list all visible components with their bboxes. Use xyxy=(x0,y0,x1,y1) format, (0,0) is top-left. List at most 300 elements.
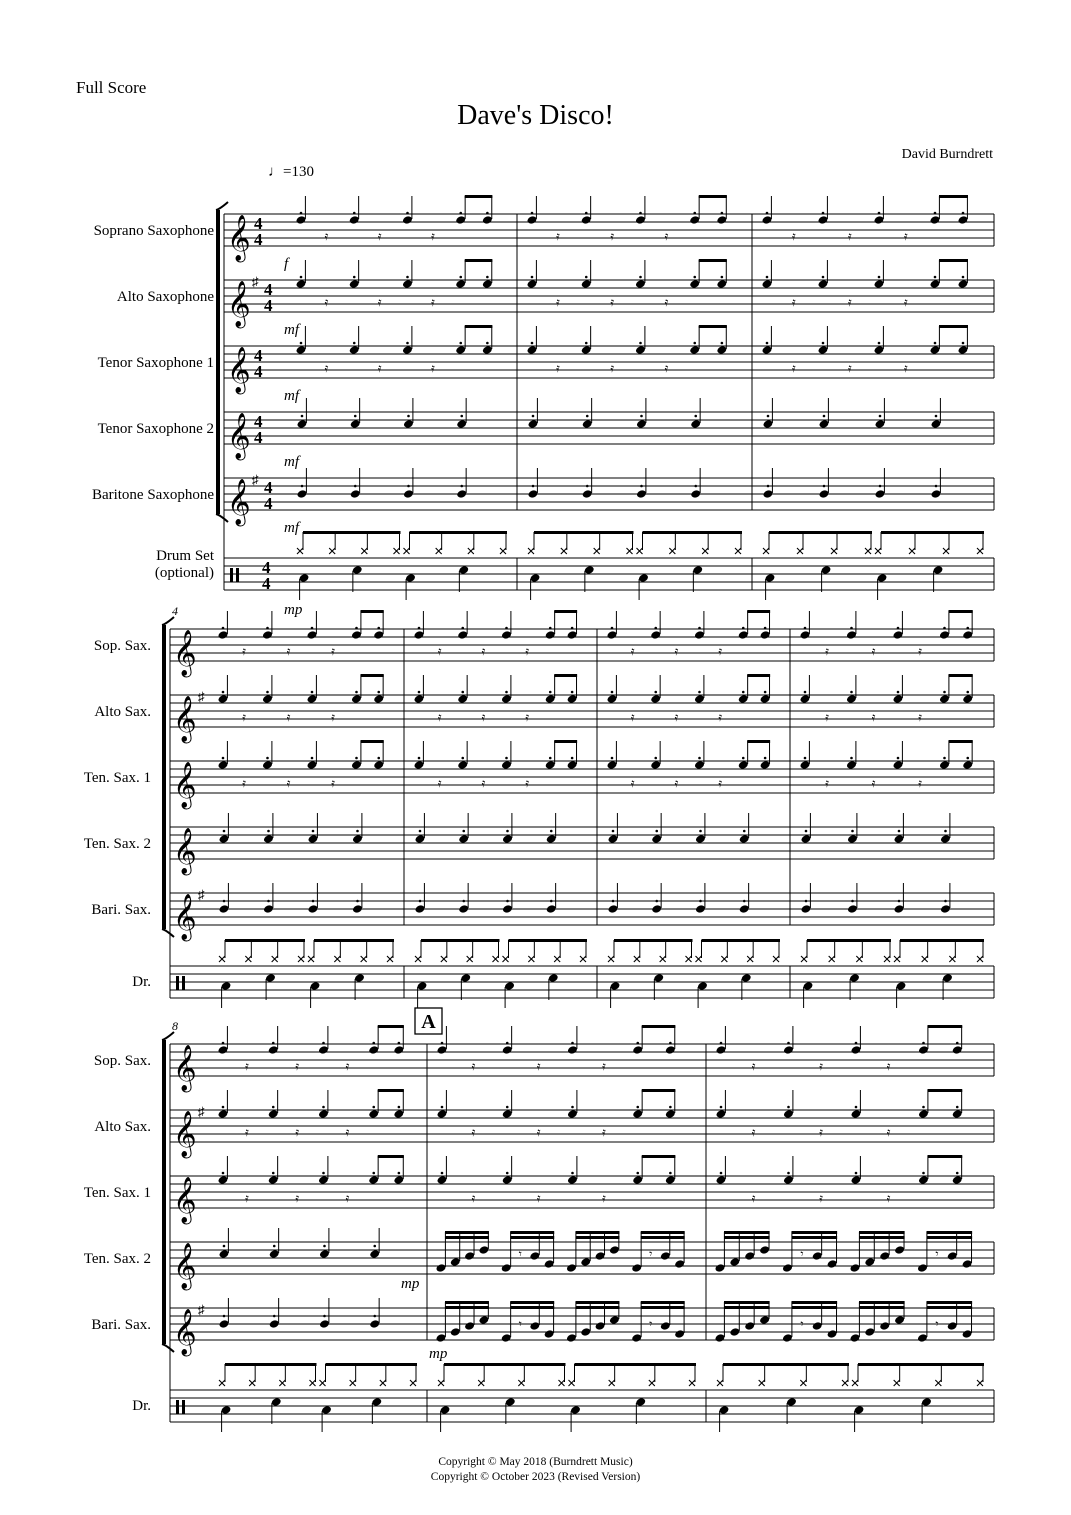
sixteenth-rest-icon: 𝄿 xyxy=(718,644,723,658)
eighth-note xyxy=(218,1045,229,1055)
eighth-note xyxy=(962,694,973,704)
note-head xyxy=(801,904,812,914)
staccato-dot xyxy=(879,415,882,418)
staccato-dot xyxy=(851,900,854,903)
staccato-dot xyxy=(897,627,900,630)
quarter-note xyxy=(801,834,812,844)
note-head xyxy=(636,489,647,499)
hihat-x-note xyxy=(852,1380,858,1386)
hihat-x-note xyxy=(649,1380,655,1386)
hihat-x-note xyxy=(797,548,803,554)
beam xyxy=(939,195,968,198)
staff-2 xyxy=(170,695,994,727)
note-head xyxy=(545,760,556,770)
sixteenth-note xyxy=(812,1251,823,1261)
note-head xyxy=(567,694,578,704)
sixteenth-rest-icon: 𝄿 xyxy=(848,229,852,243)
sixteenth-note xyxy=(864,1327,875,1337)
sixteenth-note xyxy=(744,1321,755,1331)
eighth-note xyxy=(368,1045,379,1055)
eighth-note xyxy=(581,215,592,225)
note-head xyxy=(894,904,905,914)
eighth-note xyxy=(760,760,771,770)
beam xyxy=(614,939,693,942)
note-head xyxy=(694,694,705,704)
note-head xyxy=(584,565,595,575)
sixteenth-note xyxy=(812,1321,823,1331)
note-head xyxy=(875,419,886,429)
sixteenth-rest-icon: 𝄿 xyxy=(848,361,852,375)
staccato-dot xyxy=(698,757,701,760)
note-head xyxy=(818,215,829,225)
staccato-dot xyxy=(878,212,881,215)
beam xyxy=(510,1231,554,1234)
staccato-dot xyxy=(742,757,745,760)
note-head xyxy=(674,1329,685,1339)
time-signature-top: 4 xyxy=(254,412,263,431)
time-signature-top: 4 xyxy=(254,346,263,365)
staccato-dot xyxy=(878,342,881,345)
staccato-dot xyxy=(698,691,701,694)
staccato-dot xyxy=(355,757,358,760)
eighth-note xyxy=(846,760,857,770)
staccato-dot xyxy=(312,830,315,833)
staccato-dot xyxy=(323,1315,326,1318)
eighth-note xyxy=(918,1045,929,1055)
note-head xyxy=(527,215,538,225)
staccato-dot xyxy=(764,757,767,760)
staccato-dot xyxy=(571,1042,574,1045)
note-head xyxy=(716,1109,727,1119)
quarter-note xyxy=(931,489,942,499)
note-head xyxy=(715,1333,726,1343)
note-head xyxy=(310,981,321,991)
beam xyxy=(361,740,384,743)
note-head xyxy=(760,760,771,770)
note-head xyxy=(502,1045,513,1055)
beam xyxy=(575,1363,697,1366)
staccato-dot xyxy=(720,1106,723,1109)
note-head xyxy=(450,1327,461,1337)
hihat-x-note xyxy=(856,956,862,962)
note-head xyxy=(933,565,944,575)
note-head xyxy=(393,1045,404,1055)
staccato-dot xyxy=(222,627,225,630)
key-signature-sharp: ♯ xyxy=(252,472,259,487)
eighth-note xyxy=(455,345,466,355)
beam xyxy=(939,325,968,328)
note-head xyxy=(763,419,774,429)
eighth-note xyxy=(607,694,618,704)
instrument-label: Ten. Sax. 2 xyxy=(83,1251,151,1267)
staccato-dot xyxy=(669,1172,672,1175)
quarter-note xyxy=(582,419,593,429)
note-head xyxy=(818,279,829,289)
sixteenth-note xyxy=(464,1321,475,1331)
staccato-dot xyxy=(272,1042,275,1045)
note-head xyxy=(738,760,749,770)
sixteenth-rest-icon: 𝄿 xyxy=(331,776,335,790)
note-head xyxy=(545,630,556,640)
staccato-dot xyxy=(223,830,226,833)
dynamic-marking: mp xyxy=(429,1346,448,1362)
treble-clef-icon: 𝄞 xyxy=(227,479,251,524)
note-head xyxy=(653,973,664,983)
eighth-note xyxy=(665,1045,676,1055)
note-head xyxy=(504,981,515,991)
staccato-dot xyxy=(956,1172,959,1175)
staccato-dot xyxy=(571,691,574,694)
eighth-note xyxy=(502,1045,513,1055)
sixteenth-note xyxy=(631,1333,642,1343)
note-head xyxy=(501,694,512,704)
note-head xyxy=(219,1319,230,1329)
staccato-dot xyxy=(654,627,657,630)
instrument-label: Alto Sax. xyxy=(94,704,151,720)
note-head xyxy=(607,694,618,704)
eighth-note xyxy=(851,1175,862,1185)
snare-note xyxy=(653,973,664,983)
note-head xyxy=(403,489,414,499)
note-head xyxy=(218,630,229,640)
note-head xyxy=(958,215,969,225)
note-head xyxy=(854,1405,865,1415)
note-head xyxy=(952,1175,963,1185)
sixteenth-rest-icon: 𝄿 xyxy=(751,1059,756,1073)
beam xyxy=(445,1301,489,1304)
hihat-x-note xyxy=(609,1380,615,1386)
sixteenth-rest-icon: 𝄿 xyxy=(481,776,486,790)
staccato-dot xyxy=(267,830,270,833)
note-head xyxy=(715,1263,726,1273)
note-head xyxy=(940,904,951,914)
treble-clef-icon: 𝄞 xyxy=(173,696,197,741)
staccato-dot xyxy=(922,1106,925,1109)
quarter-note xyxy=(319,1319,330,1329)
note-head xyxy=(782,1333,793,1343)
time-signature-top: 4 xyxy=(254,214,263,233)
staccato-dot xyxy=(355,691,358,694)
eighth-note xyxy=(930,345,941,355)
note-head xyxy=(635,215,646,225)
note-head xyxy=(415,904,426,914)
note-head xyxy=(638,573,649,583)
quarter-note xyxy=(263,904,274,914)
note-head xyxy=(482,215,493,225)
sixteenth-note xyxy=(529,1251,540,1261)
note-head xyxy=(218,1109,229,1119)
eighth-note xyxy=(716,279,727,289)
system-bracket xyxy=(162,625,166,929)
note-head xyxy=(690,419,701,429)
staccato-dot xyxy=(273,1245,276,1248)
hihat-x-note xyxy=(518,1380,524,1386)
beam xyxy=(747,740,770,743)
note-head xyxy=(582,489,593,499)
eighth-note xyxy=(851,1045,862,1055)
quarter-note xyxy=(695,904,706,914)
staccato-dot xyxy=(822,212,825,215)
hihat-x-note xyxy=(297,548,303,554)
sixteenth-rest-icon: 𝄿 xyxy=(295,1125,300,1139)
instrument-label: Dr. xyxy=(132,1398,151,1414)
staccato-dot xyxy=(300,212,303,215)
staccato-dot xyxy=(787,1172,790,1175)
bass-drum-note xyxy=(221,981,232,991)
sixteenth-rest-icon: 𝄿 xyxy=(674,776,679,790)
note-head xyxy=(595,1321,606,1331)
note-head xyxy=(689,279,700,289)
staccato-dot xyxy=(505,757,508,760)
beam xyxy=(643,531,743,534)
note-head xyxy=(436,1333,447,1343)
staccato-dot xyxy=(571,757,574,760)
percussion-clef-icon xyxy=(182,1400,185,1414)
note-head xyxy=(819,489,830,499)
instrument-label: Drum Set xyxy=(156,548,214,564)
note-head xyxy=(265,973,276,983)
staccato-dot xyxy=(612,830,615,833)
hihat-x-note xyxy=(438,1380,444,1386)
sixteenth-note xyxy=(917,1333,928,1343)
note-head xyxy=(437,1109,448,1119)
instrument-label: Baritone Saxophone xyxy=(91,487,214,503)
sixteenth-note xyxy=(850,1333,861,1343)
note-head xyxy=(321,1405,332,1415)
beam xyxy=(326,1363,418,1366)
staccato-dot xyxy=(879,485,882,488)
beam xyxy=(881,531,984,534)
note-head xyxy=(455,345,466,355)
eighth-note xyxy=(502,1175,513,1185)
hihat-x-note xyxy=(721,956,727,962)
hihat-x-note xyxy=(831,548,837,554)
staccato-dot xyxy=(585,276,588,279)
note-head xyxy=(631,1333,642,1343)
note-head xyxy=(931,489,942,499)
staccato-dot xyxy=(505,627,508,630)
note-head xyxy=(269,1249,280,1259)
eighth-note xyxy=(262,694,273,704)
staccato-dot xyxy=(693,342,696,345)
staccato-dot xyxy=(486,276,489,279)
eighth-note xyxy=(874,215,885,225)
time-signature-bottom: 4 xyxy=(254,362,263,381)
eighth-note xyxy=(783,1175,794,1185)
bass-drum-note xyxy=(719,1405,730,1415)
note-head xyxy=(918,1109,929,1119)
note-head xyxy=(482,279,493,289)
eighth-note xyxy=(952,1109,963,1119)
sixteenth-note xyxy=(782,1263,793,1273)
staccato-dot xyxy=(721,212,724,215)
eighth-note xyxy=(800,760,811,770)
eighth-note xyxy=(962,630,973,640)
note-head xyxy=(319,1319,330,1329)
note-head xyxy=(783,1175,794,1185)
note-head xyxy=(939,630,950,640)
staccato-dot xyxy=(571,627,574,630)
staccato-dot xyxy=(372,1106,375,1109)
beam xyxy=(576,1231,620,1234)
sixteenth-rest-icon: 𝄿 xyxy=(664,295,669,309)
staccato-dot xyxy=(322,1042,325,1045)
system-bracket xyxy=(162,1040,166,1344)
dynamic-marking: mf xyxy=(284,520,299,536)
staccato-dot xyxy=(944,900,947,903)
staccato-dot xyxy=(639,342,642,345)
time-signature-top: 4 xyxy=(262,558,271,577)
beam xyxy=(445,1236,489,1239)
beam xyxy=(465,325,493,328)
eighth-note xyxy=(373,694,384,704)
beam xyxy=(361,610,384,613)
note-head xyxy=(502,834,513,844)
note-head xyxy=(566,1333,577,1343)
sixteenth-note xyxy=(580,1327,591,1337)
eighth-note xyxy=(632,1109,643,1119)
eighth-note xyxy=(893,630,904,640)
eighth-note xyxy=(650,760,661,770)
beam xyxy=(769,531,872,534)
hihat-x-note xyxy=(334,956,340,962)
note-head xyxy=(917,1263,928,1273)
note-head xyxy=(528,489,539,499)
eighth-note xyxy=(665,1175,676,1185)
beam xyxy=(303,531,401,534)
eighth-note xyxy=(437,1109,448,1119)
staccato-dot xyxy=(322,1106,325,1109)
eighth-note xyxy=(402,345,413,355)
beam xyxy=(949,610,973,613)
staccato-dot xyxy=(720,1172,723,1175)
beam xyxy=(410,531,508,534)
sixteenth-rest-icon: 𝄿 xyxy=(295,1059,300,1073)
hihat-x-note xyxy=(977,956,983,962)
staccato-dot xyxy=(549,757,552,760)
staccato-dot xyxy=(611,627,614,630)
note-head xyxy=(635,1397,646,1407)
hihat-x-note xyxy=(410,1380,416,1386)
percussion-clef-icon xyxy=(182,976,185,990)
bracket-top xyxy=(216,202,228,210)
sixteenth-rest-icon: 𝄿 xyxy=(431,295,435,309)
instrument-label: (optional) xyxy=(154,565,214,581)
key-signature-sharp: ♯ xyxy=(198,1104,205,1119)
hihat-x-note xyxy=(696,956,702,962)
note-head xyxy=(786,1397,797,1407)
note-head xyxy=(218,1045,229,1055)
hihat-x-note xyxy=(894,1380,900,1386)
note-head xyxy=(847,834,858,844)
staccato-dot xyxy=(398,1106,401,1109)
note-head xyxy=(458,834,469,844)
note-head xyxy=(947,1321,958,1331)
note-head xyxy=(850,1263,861,1273)
note-head xyxy=(632,1175,643,1185)
sixteenth-rest-icon: 𝄿 xyxy=(242,644,246,658)
treble-clef-icon: 𝄞 xyxy=(173,630,197,675)
note-head xyxy=(874,345,885,355)
beam xyxy=(792,1301,838,1304)
note-head xyxy=(318,1175,329,1185)
note-head xyxy=(847,904,858,914)
staccato-dot xyxy=(766,276,769,279)
note-head xyxy=(801,834,812,844)
staccato-dot xyxy=(721,342,724,345)
hihat-x-note xyxy=(759,1380,765,1386)
eighth-note xyxy=(665,1109,676,1119)
staccato-dot xyxy=(418,757,421,760)
sixteenth-rest-icon: 𝄿 xyxy=(471,1125,476,1139)
quarter-note xyxy=(546,904,557,914)
note-head xyxy=(308,904,319,914)
staccato-dot xyxy=(743,830,746,833)
beam xyxy=(554,674,577,677)
staccato-dot xyxy=(944,830,947,833)
staccato-dot xyxy=(532,415,535,418)
eighth-note xyxy=(268,1109,279,1119)
hihat-x-note xyxy=(436,548,442,554)
beam xyxy=(576,1306,620,1309)
sixteenth-rest-icon: 𝄿 xyxy=(377,295,382,309)
sixteenth-note xyxy=(962,1259,973,1269)
drum-staff xyxy=(170,966,994,998)
sixteenth-rest-icon: 𝄾 xyxy=(935,1247,939,1261)
note-head xyxy=(716,1045,727,1055)
staccato-dot xyxy=(767,415,770,418)
quarter-note xyxy=(690,489,701,499)
eighth-note xyxy=(762,279,773,289)
note-head xyxy=(318,1109,329,1119)
staccato-dot xyxy=(419,900,422,903)
quarter-note xyxy=(219,1249,230,1259)
snare-note xyxy=(265,973,276,983)
eighth-note xyxy=(318,1175,329,1185)
note-head xyxy=(460,973,471,983)
note-head xyxy=(607,630,618,640)
quarter-note xyxy=(219,834,230,844)
note-head xyxy=(505,1397,516,1407)
note-head xyxy=(952,1045,963,1055)
eighth-note xyxy=(738,630,749,640)
quarter-note xyxy=(219,1319,230,1329)
hihat-x-note xyxy=(249,1380,255,1386)
beam xyxy=(314,939,394,942)
note-head xyxy=(864,1327,875,1337)
staccato-dot xyxy=(531,342,534,345)
staccato-dot xyxy=(943,757,946,760)
time-signature-bottom: 4 xyxy=(262,574,271,593)
hihat-x-note xyxy=(608,956,614,962)
note-head xyxy=(402,345,413,355)
sixteenth-rest-icon: 𝄿 xyxy=(819,1125,823,1139)
note-head xyxy=(716,345,727,355)
sixteenth-rest-icon: 𝄿 xyxy=(918,710,922,724)
note-head xyxy=(436,1263,447,1273)
sixteenth-rest-icon: 𝄾 xyxy=(649,1247,653,1261)
note-head xyxy=(918,1175,929,1185)
sixteenth-note xyxy=(660,1321,671,1331)
note-head xyxy=(350,419,361,429)
eighth-note xyxy=(218,1109,229,1119)
snare-note xyxy=(942,973,953,983)
note-head xyxy=(962,694,973,704)
note-head xyxy=(581,279,592,289)
quarter-note xyxy=(739,904,750,914)
eighth-note xyxy=(716,345,727,355)
staccato-dot xyxy=(407,485,410,488)
